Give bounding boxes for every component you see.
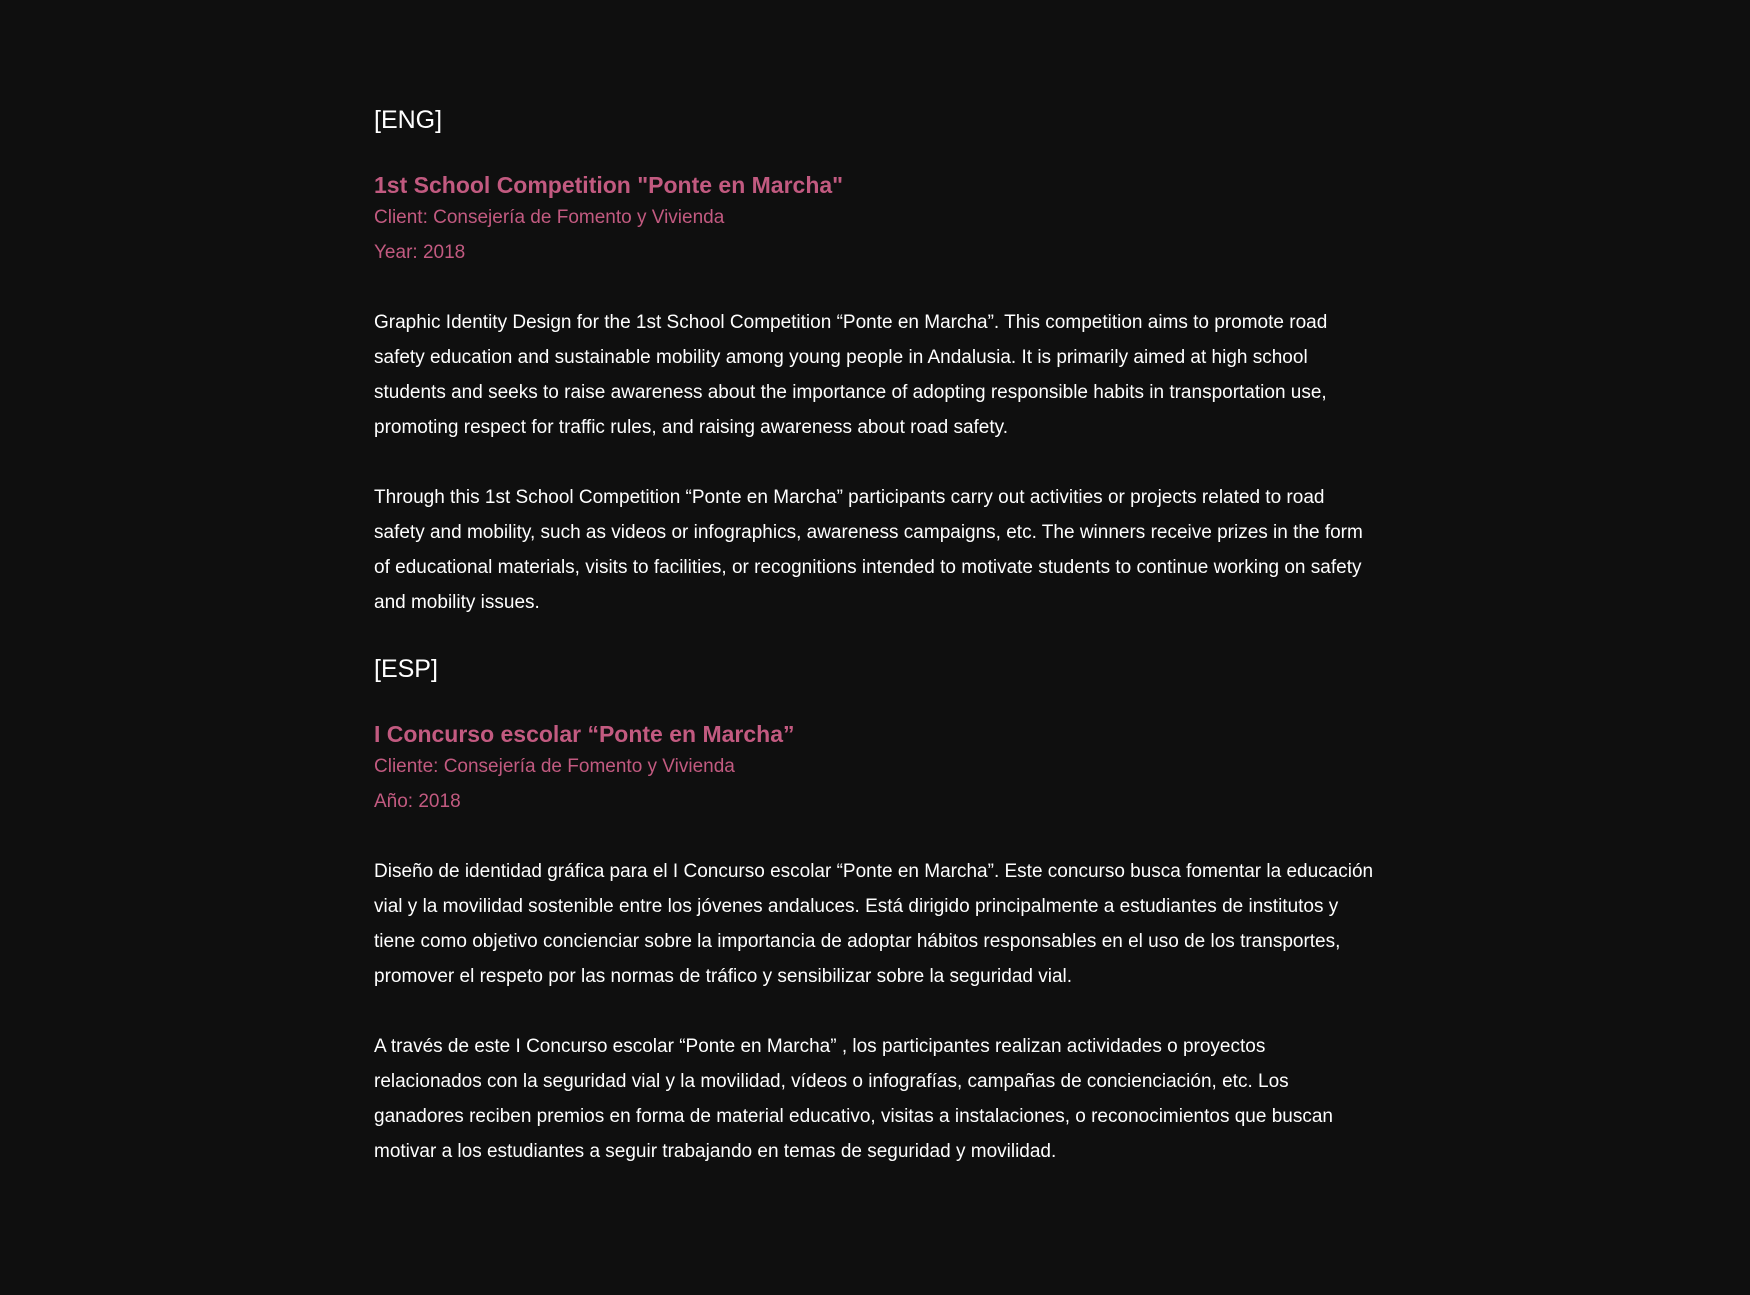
section-spanish <box>374 654 1374 1169</box>
language-tag-esp: [ESP] <box>374 655 438 683</box>
description-paragraph-esp-2: A través de este I Concurso escolar “Ponte en Marcha” , los participantes realizan actividades o proyectos relacionados con la seguridad vial y la movilidad, vídeos o infografías, campañas de concienciación, etc. Los ganadores reciben premios en forma de material educativo, visitas a instalaciones, o reconocimientos que buscan motivar a los estudiantes a seguir trabajando en temas de seguridad y movilidad. <box>374 1036 1333 1162</box>
client-line-esp: Cliente: Consejería de Fomento y Vivienda <box>374 756 735 777</box>
project-description <box>374 105 1374 1169</box>
client-line-eng: Client: Consejería de Fomento y Vivienda <box>374 207 725 228</box>
description-paragraph-eng-2: Through this 1st School Competition “Ponte en Marcha” participants carry out activities or projects related to road safety and mobility, such as videos or infographics, awareness campaigns, etc. The winners receive prizes in the form of educational materials, visits to facilities, or recognitions intended to motivate students to continue working on safety and mobility issues. <box>374 487 1363 613</box>
language-tag-eng: [ENG] <box>374 106 443 134</box>
description-paragraph-esp-1: Diseño de identidad gráfica para el I Concurso escolar “Ponte en Marcha”. Este concurso busca fomentar la educación vial y la movilidad sostenible entre los jóvenes andaluces. Está dirigido principalmente a estudiantes de institutos y tiene como objetivo concienciar sobre la importancia de adoptar hábitos responsables en el uso de los transportes, promover el respeto por las normas de tráfico y sensibilizar sobre la seguridad vial. <box>374 861 1374 987</box>
description-paragraph-eng-1: Graphic Identity Design for the 1st School Competition “Ponte en Marcha”. This competition aims to promote road safety education and sustainable mobility among young people in Andalusia. It is primarily aimed at high school students and seeks to raise awareness about the importance of adopting responsible habits in transportation use, promoting respect for traffic rules, and raising awareness about road safety. <box>374 312 1328 438</box>
project-title-esp: I Concurso escolar “Ponte en Marcha” <box>374 721 795 747</box>
section-english <box>374 105 1374 620</box>
year-line-eng: Year: 2018 <box>374 242 466 263</box>
project-title-eng: 1st School Competition "Ponte en Marcha" <box>374 172 844 198</box>
year-line-esp: Año: 2018 <box>374 791 461 812</box>
